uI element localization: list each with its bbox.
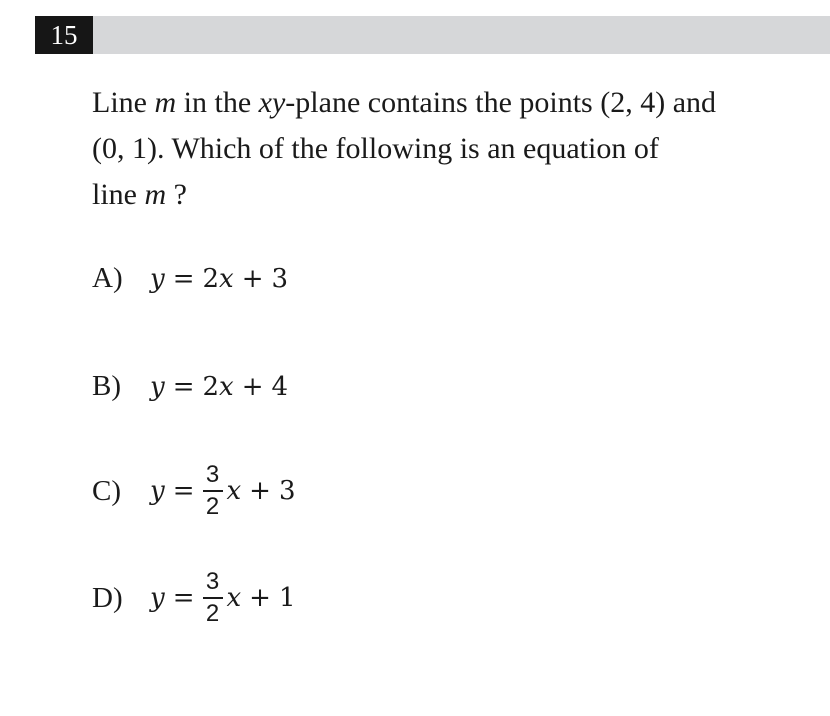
choice-letter: A) — [92, 262, 123, 294]
choice-letter: D) — [92, 581, 123, 614]
question-number: 15 — [35, 16, 93, 54]
plus-sign: + — [249, 476, 271, 506]
fraction-denominator: 2 — [205, 493, 220, 520]
variable-xy: xy — [258, 86, 286, 119]
question-text-segment: line — [92, 178, 145, 211]
fraction — [203, 569, 223, 627]
constant: 3 — [278, 476, 296, 506]
equals-sign: = — [172, 583, 195, 613]
choice-d[interactable] — [92, 569, 296, 627]
variable-x: x — [219, 371, 234, 402]
coefficient: 2 — [202, 263, 220, 294]
choice-b[interactable] — [92, 370, 288, 403]
question-text — [92, 80, 822, 218]
fraction-bar — [203, 490, 223, 492]
variable-x: x — [226, 583, 242, 613]
question-line-2: (0, 1). Which of the following is an equation of — [92, 132, 659, 165]
plus-sign: + — [249, 583, 271, 613]
coefficient: 2 — [202, 371, 220, 402]
choice-equation — [150, 372, 288, 402]
question-text-segment: Line — [92, 86, 155, 119]
choice-a[interactable] — [92, 262, 288, 295]
equals-sign: = — [172, 371, 195, 402]
choice-equation — [150, 264, 288, 294]
question-text-segment: -plane contains the points (2, 4) and — [285, 86, 717, 119]
fraction-numerator: 3 — [205, 568, 220, 595]
choice-letter: C) — [92, 474, 121, 507]
fraction — [203, 462, 223, 520]
plus-sign: + — [241, 371, 264, 402]
equals-sign: = — [172, 263, 195, 294]
plus-sign: + — [241, 263, 264, 294]
choice-equation — [150, 569, 296, 627]
variable-m: m — [144, 178, 167, 211]
question-header-bar — [35, 16, 830, 54]
choice-c[interactable] — [92, 462, 296, 520]
constant: 3 — [271, 263, 289, 294]
constant: 4 — [271, 371, 289, 402]
question-line-1 — [92, 80, 822, 126]
variable-x: x — [219, 263, 234, 294]
variable-x: x — [226, 476, 242, 506]
choice-letter: B) — [92, 370, 121, 402]
question-text-segment: ? — [166, 178, 187, 211]
choice-equation — [150, 462, 296, 520]
fraction-bar — [203, 597, 223, 599]
variable-m: m — [154, 86, 177, 119]
variable-y: y — [150, 476, 165, 506]
question-text-segment: in the — [176, 86, 259, 119]
variable-y: y — [150, 263, 165, 294]
fraction-denominator: 2 — [205, 600, 220, 627]
question-line-3 — [92, 172, 822, 218]
fraction-numerator: 3 — [205, 461, 220, 488]
equals-sign: = — [172, 476, 195, 506]
constant: 1 — [278, 583, 296, 613]
variable-y: y — [150, 583, 165, 613]
variable-y: y — [150, 371, 165, 402]
